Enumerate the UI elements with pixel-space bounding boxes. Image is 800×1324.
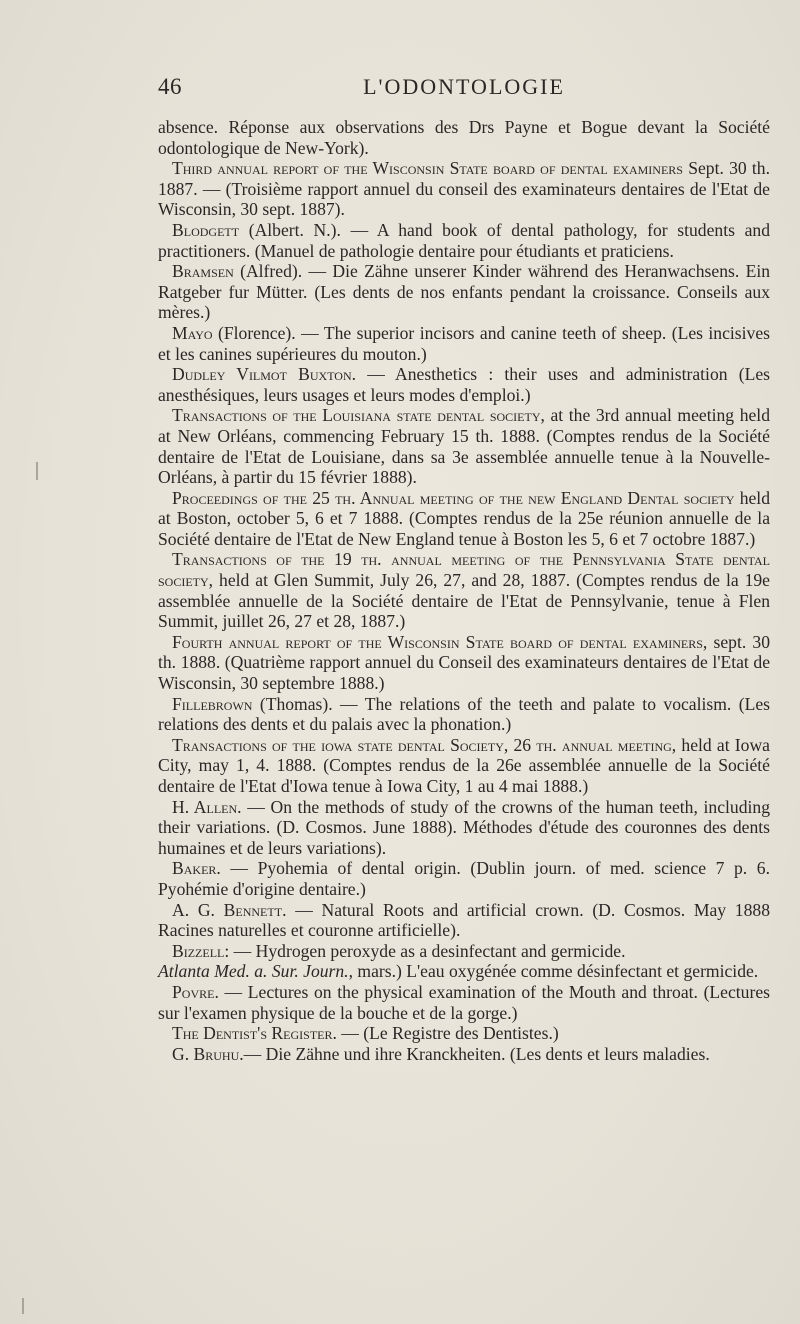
bibliography-entry: H. Allen. — On the methods of study of the crowns of the human teeth, including their variations. (D. Cosmos. June 1888). Méthodes d'étude des couronnes des dents humaines et de leurs variations). bbox=[158, 796, 770, 858]
entry-author: Fillebrown bbox=[172, 693, 253, 714]
entry-author: Povre bbox=[172, 981, 215, 1002]
bibliography-entry: Transactions of the iowa state dental Society, 26 th. annual meeting, held at Iowa City, may 1, 4. 1888. (Comptes rendus de la 26e assemblée annuelle de la Société dentaire de l'Etat d'Iowa tenue à Iowa City, 1 au 4 mai 1888.) bbox=[158, 734, 770, 796]
page-header bbox=[158, 72, 770, 106]
bibliography-entry: A. G. Bennett. — Natural Roots and artificial crown. (D. Cosmos. May 1888 Racines naturelles et couronne artificielle). bbox=[158, 899, 770, 941]
entry-author: Bizzell bbox=[172, 940, 225, 961]
bibliography-entry: Proceedings of the 25 th. Annual meeting of the new England Dental society held at Boston, october 5, 6 et 7 1888. (Comptes rendus de la 25e réunion annuelle de la Société dentaire de l'Etat de New England tenue à Boston les 5, 6 et 7 octobre 1887.) bbox=[158, 487, 770, 549]
running-title: L'ODONTOLOGIE bbox=[363, 74, 565, 99]
bibliography-entry: Transactions of the 19 th. annual meeting of the Pennsylvania State dental society, held at Glen Summit, July 26, 27, and 28, 1887. (Comptes rendus de la 19e assemblée annuelle de la Société dentaire de l'Etat de Pennsylvanie, tenue à Flen Summit, juillet 26, 27 et 28, 1887.) bbox=[158, 549, 770, 632]
entry-author: The Dentist's Register bbox=[172, 1023, 333, 1044]
entry-author: Mayo bbox=[172, 322, 213, 343]
entry-author: Baker bbox=[172, 858, 217, 879]
journal-title: Atlanta Med. a. Sur. Journ. bbox=[158, 961, 349, 982]
bibliography-entry: Transactions of the Louisiana state dental society, at the 3rd annual meeting held at New Orléans, commencing February 15 th. 1888. (Comptes rendus de la Société dentaire de l'Etat de Louisiane, dans sa 3e assemblée annuelle tenue à la Nouvelle-Orléans, à partir du 15 février 1888). bbox=[158, 405, 770, 488]
entry-author: Fourth annual report of the Wisconsin State board of dental examiners bbox=[172, 631, 703, 652]
bibliography-entry: The Dentist's Register. — (Le Registre des Dentistes.) bbox=[172, 1023, 559, 1044]
bibliography-entry: Fourth annual report of the Wisconsin State board of dental examiners, sept. 30 th. 1888. (Quatrième rapport annuel du Conseil des examinateurs dentaires de l'Etat de Wisconsin, 30 septembre 1888.) bbox=[158, 631, 771, 694]
entry-author: Third annual report of the Wisconsin State board of dental examiners bbox=[172, 158, 683, 179]
margin-mark bbox=[22, 1298, 24, 1314]
entry-author: Transactions of the iowa state dental Society, 26 th. annual meeting bbox=[172, 734, 672, 755]
bibliography-entry: Third annual report of the Wisconsin State board of dental examiners Sept. 30 th. 1887. — (Troisième rapport annuel du conseil des examinateurs dentaires de l'Etat de Wisconsin, 30 sept. 1887). bbox=[158, 158, 770, 220]
bibliography-entry: G. Bruhu.— Die Zähne und ihre Kranckheiten. (Les dents et leurs maladies. bbox=[172, 1043, 710, 1064]
entry-author: Proceedings of the 25 th. Annual meeting of the new England Dental society bbox=[172, 487, 735, 508]
entry-author: Blodgett bbox=[172, 219, 240, 240]
entry-author: Bramsen bbox=[172, 261, 234, 282]
bibliography-entry: Blodgett (Albert. N.). — A hand book of dental pathology, for students and practitioners. (Manuel de pathologie dentaire pour étudiants et praticiens. bbox=[158, 219, 770, 261]
page-number: 46 bbox=[158, 74, 182, 99]
bibliography-entry: Bramsen (Alfred). — Die Zähne unserer Kinder während des Heranwachsens. Ein Ratgeber fur Mütter. (Les dents de nos enfants pendant la croissance. Conseils aux mères.) bbox=[158, 261, 770, 323]
bibliography-entry: Povre. — Lectures on the physical examination of the Mouth and throat. (Lectures sur l'examen physique de la bouche et de la gorge.) bbox=[158, 981, 770, 1023]
entry-author: Transactions of the 19 th. annual meeting of the Pennsylvania State dental society bbox=[158, 549, 770, 591]
bibliography-entry: Mayo (Florence). — The superior incisors and canine teeth of sheep. (Les incisives et les canines supérieures du mouton.) bbox=[158, 322, 770, 364]
bibliography-entry: Dudley Vilmot Buxton. — Anesthetics : their uses and administration (Les anesthésiques, leurs usages et leurs modes d'emploi.) bbox=[158, 364, 770, 405]
entry-author: Transactions of the Louisiana state dental society bbox=[172, 405, 541, 426]
entry-author: Dudley Vilmot Buxton bbox=[172, 364, 352, 385]
bibliography-entry: Baker. — Pyohemia of dental origin. (Dublin journ. of med. science 7 p. 6. Pyohémie d'origine dentaire.) bbox=[158, 858, 770, 899]
entry-author: H. Allen bbox=[172, 796, 238, 817]
bibliography-entry: absence. Réponse aux observations des Drs Payne et Bogue devant la Société odontologique de New-York). bbox=[158, 117, 770, 158]
bibliography-list bbox=[158, 117, 770, 1064]
bibliography-entry: Fillebrown (Thomas). — The relations of the teeth and palate to vocalism. (Les relations des dents et du palais avec la phonation.) bbox=[158, 693, 770, 735]
bibliography-entry: Bizzell: — Hydrogen peroxyde as a desinfectant and germicide. Atlanta Med. a. Sur. Journ., mars.) L'eau oxygénée comme désinfectant et germicide. bbox=[158, 940, 759, 982]
entry-author: G. Bruhu bbox=[172, 1043, 240, 1064]
margin-mark bbox=[36, 462, 38, 480]
entry-author: A. G. Bennett bbox=[172, 899, 283, 920]
